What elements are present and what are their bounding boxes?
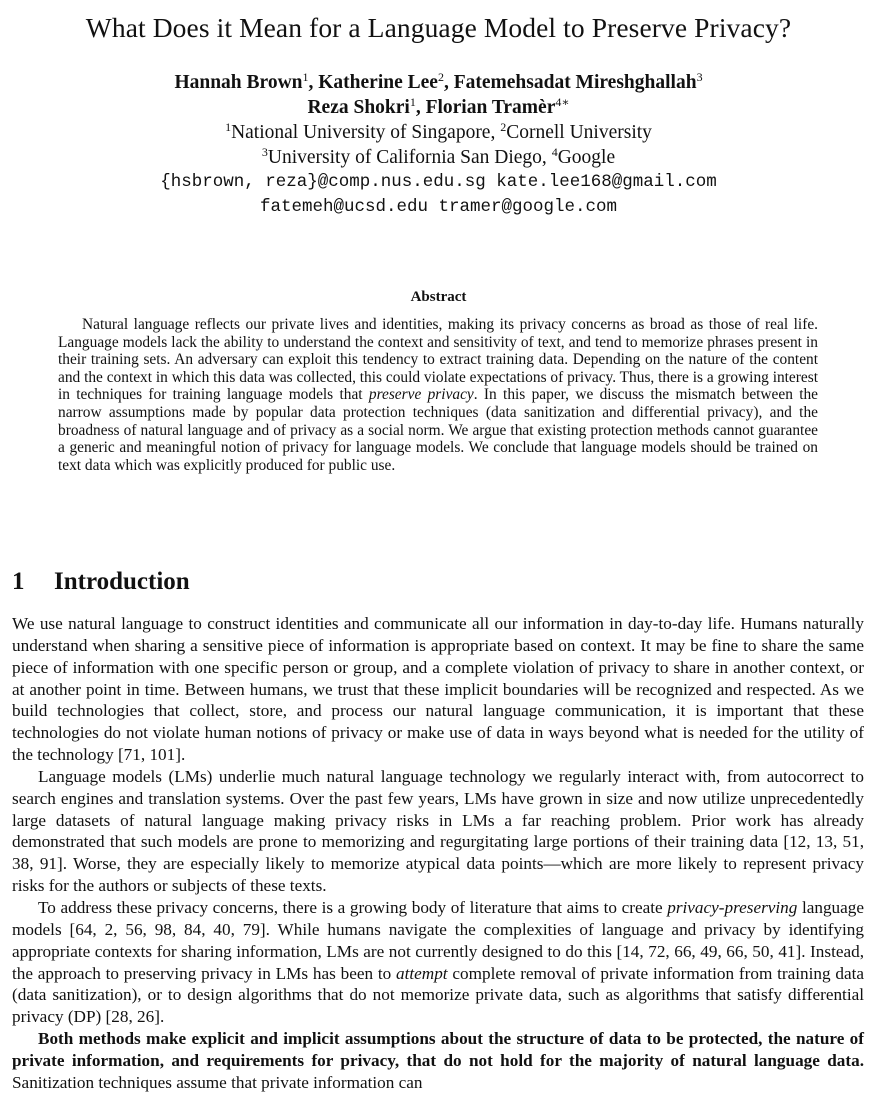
section-heading bbox=[12, 565, 190, 599]
paragraph bbox=[12, 1028, 864, 1094]
affiliation-line-2 bbox=[0, 145, 877, 170]
abstract-emphasis: preserve privacy bbox=[368, 386, 474, 404]
paragraph-text: complete removal of private information from training data (data sanitization), or to design algorithms that do not memorize private data, such as algorithms that satisfy differential privacy (DP) [28, 26]. bbox=[12, 963, 864, 1027]
affiliation-mark: 2 bbox=[500, 120, 507, 134]
affiliation: Google bbox=[557, 147, 616, 168]
author-separator: , bbox=[443, 72, 454, 93]
affiliation: University of California San Diego, bbox=[267, 147, 552, 168]
author-affiliation-mark: 1 bbox=[302, 70, 309, 84]
abstract-body bbox=[58, 316, 818, 474]
author-affiliation-mark: 3 bbox=[696, 70, 703, 84]
email-line-1: {hsbrown, reza}@comp.nus.edu.sg kate.lee168@gmail.com bbox=[160, 172, 717, 192]
paragraph: Language models (LMs) underlie much natural language technology we regularly interact with, from autocorrect to search engines and translation systems. Over the past few years, LMs have grown in size and now utilize unprecedentedly large datasets of natural language making privacy risks in LMs a far reaching problem. Prior work has already demonstrated that such models are prone to memorizing and regurgitating large portions of their training data [12, 13, 51, 38, 91]. Worse, they are especially likely to memorize atypical data points—which are more likely to represent privacy risks for the authors or subjects of these texts. bbox=[12, 766, 864, 896]
author-affiliation-mark: 2 bbox=[437, 70, 444, 84]
author-separator: , bbox=[415, 97, 426, 118]
author-block bbox=[0, 70, 877, 220]
author-name: Fatemehsadat Mireshghallah bbox=[453, 72, 697, 93]
author-name: Katherine Lee bbox=[318, 72, 438, 93]
affiliation: National University of Singapore, bbox=[231, 122, 501, 143]
paragraph-text: Sanitization techniques assume that private information can bbox=[12, 1072, 423, 1092]
paragraph bbox=[12, 897, 864, 1028]
abstract-text: Natural language reflects our private lives and identities, making its privacy concerns as broad as those of real life. Language models lack the ability to understand the context and sensitivity of text, and tend to memorize phrases present in their training sets. An adversary can exploit this tendency to extract training data. Depending on the nature of the content and the context in which this data was collected, this could violate expectations of privacy. Thus, there is a growing interest in techniques for training language models that bbox=[58, 316, 818, 404]
paragraph-text: To address these privacy concerns, there is a growing body of literature that aims to create bbox=[38, 897, 668, 917]
affiliation-mark: 4 bbox=[551, 145, 558, 159]
section-title: Introduction bbox=[54, 568, 190, 595]
author-affiliation-mark: 1 bbox=[409, 95, 416, 109]
paragraph-emphasis: privacy-preserving bbox=[667, 897, 798, 917]
author-line-2 bbox=[0, 95, 877, 120]
author-name: Reza Shokri bbox=[307, 97, 410, 118]
affiliation-mark: 1 bbox=[225, 120, 232, 134]
section-body bbox=[12, 613, 864, 1094]
affiliation-mark: 3 bbox=[261, 145, 268, 159]
abstract-text: . In this paper, we discuss the mismatch between the narrow assumptions made by popular data protection techniques (data sanitization and differential privacy), and the broadness of natural language and of privacy as a social norm. We argue that existing protection methods cannot guarantee a generic and meaningful notion of privacy for language models. We conclude that language models should be trained on text data which was explicitly produced for public use. bbox=[58, 386, 819, 474]
affiliation: Cornell University bbox=[506, 122, 652, 143]
email-line-2: fatemeh@ucsd.edu tramer@google.com bbox=[259, 197, 618, 217]
author-name: Hannah Brown bbox=[174, 72, 303, 93]
paper-title: What Does it Mean for a Language Model to Preserve Privacy? bbox=[85, 12, 792, 43]
paragraph-emphasis: attempt bbox=[396, 963, 448, 983]
author-separator: , bbox=[308, 72, 319, 93]
affiliation-line-1 bbox=[0, 120, 877, 145]
paragraph-text: language models [64, 2, 56, 98, 84, 40, 79]. While humans navigate the complexities of language and privacy by identifying appropriate contexts for sharing information, LMs are not currently designed to do this [14, 72, 66, 49, 66, 50, 41]. Instead, the approach to preserving privacy in LMs has been to bbox=[12, 897, 864, 983]
section-number: 1 bbox=[12, 568, 25, 595]
author-name: Florian Tramèr bbox=[425, 97, 556, 118]
author-line-1 bbox=[0, 70, 877, 95]
paragraph: We use natural language to construct identities and communicate all our information in day-to-day life. Humans naturally understand when sharing a sensitive piece of information is appropriate based on context. It may be fine to share the same piece of information with one specific person or group, and a complete violation of privacy to share in another context, or at another point in time. Between humans, we trust that these implicit boundaries will be recognized and respected. As we build technologies that collect, store, and process our natural language communication, it is important that these technologies do not violate human notions of privacy or make use of data in ways beyond what is needed for the utility of the technology [71, 101]. bbox=[12, 614, 864, 765]
paragraph-bold-claim: Both methods make explicit and implicit assumptions about the structure of data to be protected, the nature of private information, and requirements for privacy, that do not hold for the majority of natural language data. bbox=[12, 1029, 864, 1070]
author-affiliation-mark: 4∗ bbox=[555, 95, 570, 109]
abstract-heading: Abstract bbox=[410, 289, 467, 305]
